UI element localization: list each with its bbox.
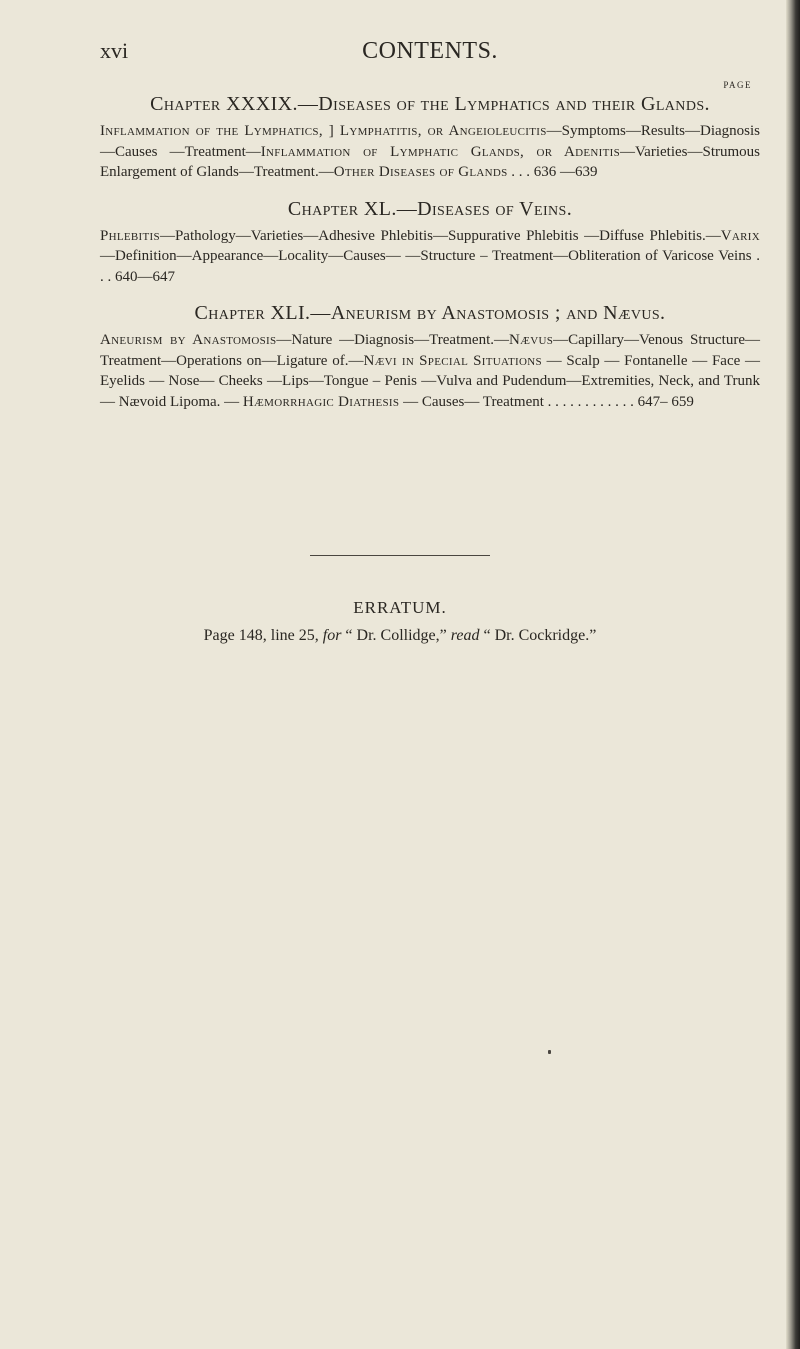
section-heading: Varix xyxy=(720,227,760,244)
chapter-entry xyxy=(100,92,760,183)
section-heading: Phlebitis xyxy=(100,227,160,244)
page-number: xvi xyxy=(100,38,129,63)
chapter-entry xyxy=(100,301,760,412)
running-head: CONTENTS. xyxy=(362,38,498,64)
chapter-summary xyxy=(100,121,760,183)
summary-text: — Scalp — Fontanelle — Face — Eyelids — Nose— Cheeks —Lips—Tongue – Penis —Vulva and Pudendum—Extremities, Neck, and Trunk — Nævoid Lipoma. — xyxy=(100,352,760,410)
page-edge-shadow xyxy=(786,0,800,1349)
paper-speck xyxy=(548,1050,551,1054)
erratum-note xyxy=(0,627,800,645)
section-heading: Hæmorrhagic Diathesis xyxy=(242,393,400,410)
page-range: 636 —639 xyxy=(533,164,598,180)
chapter-entry xyxy=(100,197,760,288)
page-column-label: PAGE xyxy=(723,80,752,90)
page-range: 640—647 xyxy=(115,268,175,285)
summary-text: —Definition—Appearance—Locality—Causes— —Structure – Treatment—Obliteration of Varicose Veins . . . xyxy=(100,248,760,285)
section-heading: Other Diseases of Glands xyxy=(333,164,508,180)
erratum-wrong-text: “ Dr. Collidge,” xyxy=(341,627,451,644)
divider-rule xyxy=(310,555,490,556)
section-heading: Inflammation of the Lymphatics, ] Lymphatitis, or Angeioleucitis xyxy=(100,123,547,139)
erratum-for-word: for xyxy=(322,627,342,644)
erratum-right-text: “ Dr. Cockridge.” xyxy=(479,627,597,644)
erratum-title: ERRATUM. xyxy=(353,598,447,617)
section-heading: Nævi in Special Situations xyxy=(363,352,542,369)
summary-text: —Varieties—Strumous Enlargement of Glands—Treatment.— xyxy=(100,143,760,180)
page-header xyxy=(100,38,760,68)
summary-text: —Pathology—Varieties—Adhesive Phlebitis—Suppurative Phlebitis —Diffuse Phlebitis.— xyxy=(159,227,721,244)
section-heading: Nævus xyxy=(509,332,554,348)
chapter-summary xyxy=(100,226,760,288)
summary-text: —Capillary—Venous Structure—Treatment—Operations on—Ligature of.— xyxy=(100,332,760,369)
chapter-title: Chapter XL.—Diseases of Veins. xyxy=(287,197,573,220)
erratum-prefix: Page 148, line 25, xyxy=(203,627,323,644)
contents-list xyxy=(100,92,760,426)
chapter-title: Chapter XXXIX.—Diseases of the Lymphatics and their Glands. xyxy=(150,93,710,115)
section-heading: Inflammation of Lymphatic Glands, or Adenitis xyxy=(260,143,620,160)
summary-text: —Nature —Diagnosis—Treatment.— xyxy=(276,332,509,348)
erratum-read-word: read xyxy=(450,627,480,644)
chapter-summary xyxy=(100,330,760,412)
leader-dots: — Causes— Treatment . . . . . . . . . . . . xyxy=(399,393,638,410)
leader-dots: . . . xyxy=(507,164,534,180)
chapter-title: Chapter XLI.—Aneurism by Anastomosis ; and Nævus. xyxy=(194,302,666,324)
summary-text: —Symptoms—Results—Diagnosis—Causes —Treatment— xyxy=(100,123,760,160)
section-heading: Aneurism by Anastomosis xyxy=(100,332,277,348)
page-range: 647– 659 xyxy=(637,393,694,410)
